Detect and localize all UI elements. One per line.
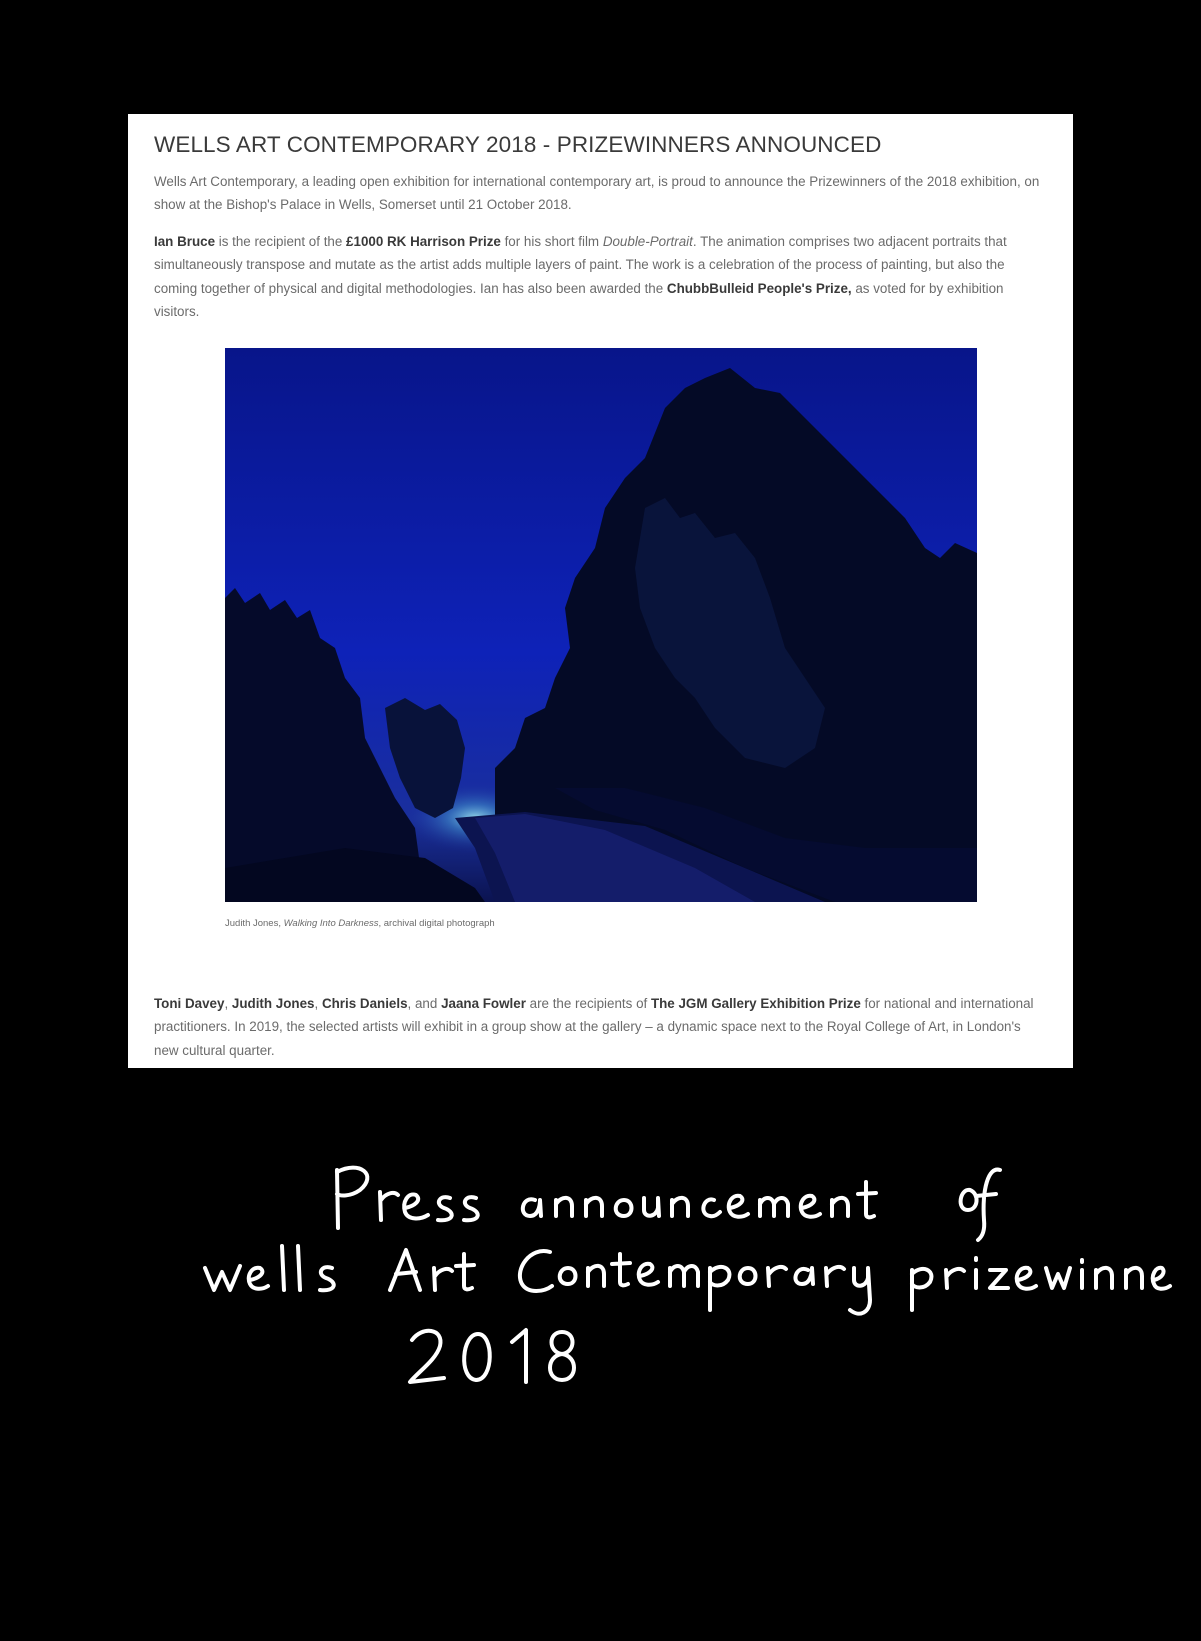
article-card bbox=[128, 114, 1073, 1068]
text-span: for national and international practitioners. In 2019, the selected artists will exhibit in a group show at the gallery – a dynamic space next to the Royal College of Art, in London's new cultural quarter. bbox=[154, 996, 1034, 1058]
handwritten-note bbox=[200, 1150, 1180, 1435]
winner-name: Ian Bruce bbox=[154, 234, 216, 249]
prize-name: ChubbBulleid People's Prize, bbox=[666, 280, 852, 296]
winner-name: Judith Jones bbox=[231, 996, 315, 1011]
film-title: Double-Portrait bbox=[602, 234, 693, 249]
article-headline: WELLS ART CONTEMPORARY 2018 - PRIZEWINNERS ANNOUNCED bbox=[154, 132, 882, 157]
text-span: . The animation comprises two adjacent portraits that simultaneously transpose and mutate as the artist adds multiple layers of paint. The work is a celebration of the process of painting, but also the coming together of physical and digital methodologies. Ian has also been awarded the bbox=[154, 234, 1007, 296]
caption-medium: , archival digital photograph bbox=[378, 918, 495, 929]
prize-name: £1000 RK Harrison Prize bbox=[346, 234, 501, 249]
artwork-caption bbox=[225, 918, 495, 929]
text-span: , and bbox=[407, 996, 442, 1011]
winner-name: Chris Daniels bbox=[321, 996, 408, 1011]
handwritten-note-drawing bbox=[200, 1150, 1180, 1430]
artwork-photograph bbox=[225, 348, 977, 902]
night-landscape-image bbox=[225, 348, 977, 902]
text-span: , bbox=[314, 996, 322, 1011]
winner-name: Jaana Fowler bbox=[441, 996, 526, 1011]
caption-artist: Judith Jones, bbox=[225, 918, 284, 929]
text-span: is the recipient of the bbox=[215, 234, 347, 249]
jgm-prize-paragraph bbox=[154, 992, 1047, 1062]
text-span: for his short film bbox=[500, 234, 603, 249]
winner-name: Toni Davey bbox=[154, 996, 225, 1011]
caption-title: Walking Into Darkness bbox=[283, 918, 379, 929]
ian-bruce-paragraph bbox=[154, 230, 1047, 324]
text-span: as voted for by exhibition visitors. bbox=[154, 280, 1004, 320]
prize-name: The JGM Gallery Exhibition Prize bbox=[650, 996, 861, 1011]
text-span: , bbox=[224, 996, 232, 1011]
text-span: are the recipients of bbox=[525, 996, 651, 1011]
intro-paragraph: Wells Art Contemporary, a leading open exhibition for international contemporary art, is proud to announce the Prizewinners of the 2018 exhibition, on show at the Bishop's Palace in Wells, Somerset until 21 October 2018. bbox=[154, 174, 1040, 213]
